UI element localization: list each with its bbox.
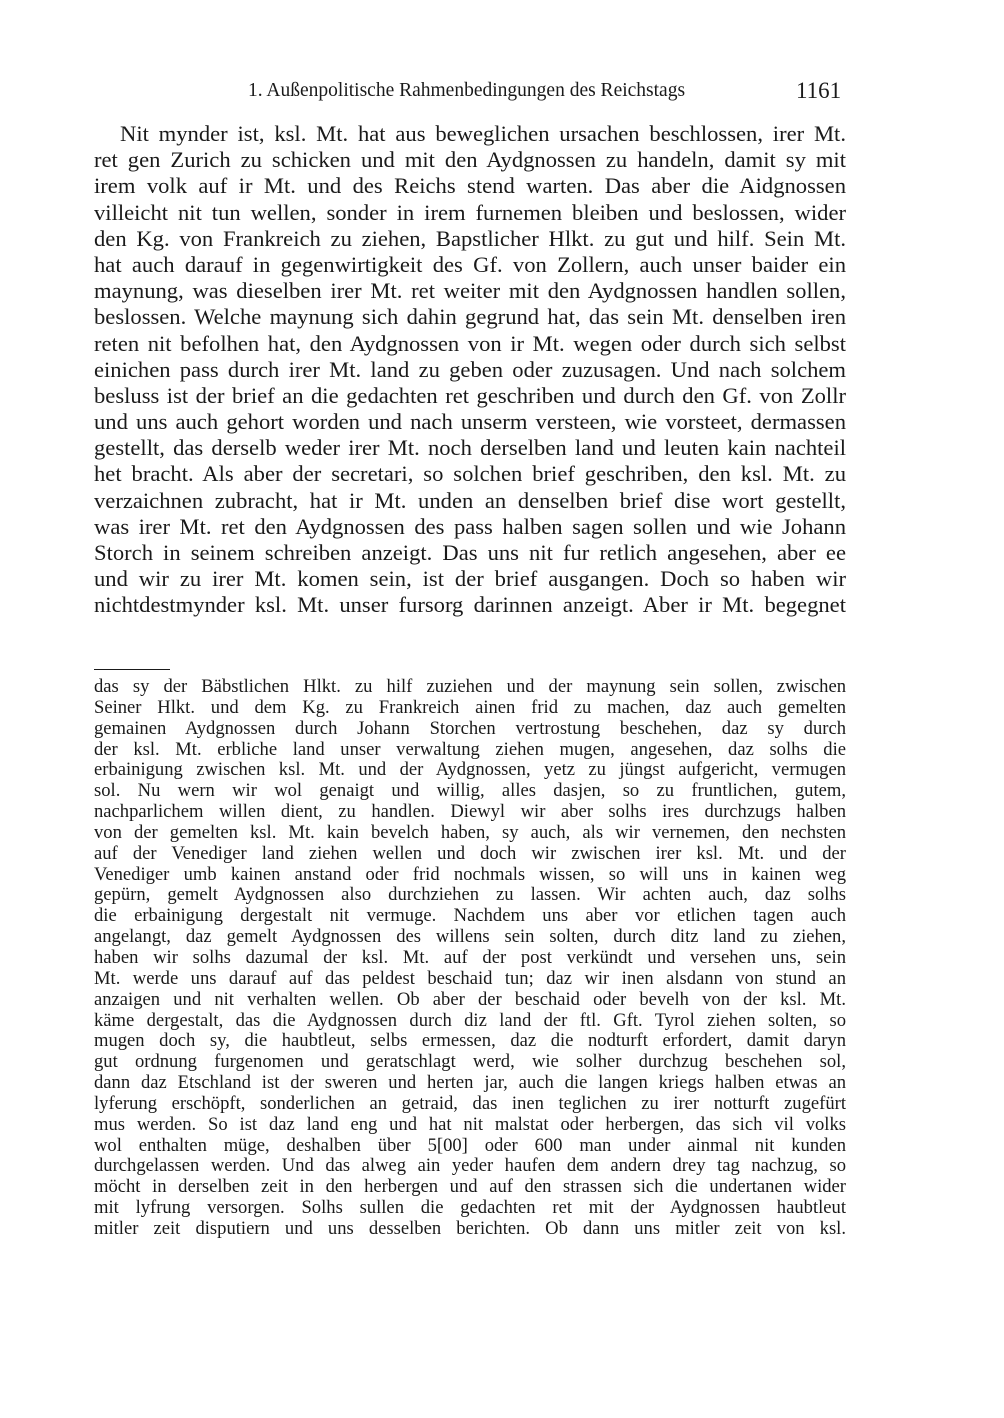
footnote-line: mugen doch sy, die haubtleut, selbs ermessen, daz die nodturft erfordert, damit daryn [94, 1030, 846, 1052]
footnote-line: gut ordnung furgenomen und geratschlagt werd, wie solher durchzug beschehen sol, [94, 1051, 846, 1073]
footnote-line: gemainen Aydgnossen durch Johann Storchen vertrostung beschehen, daz sy durch [94, 717, 846, 739]
main-text-line: maynung, was dieselben irer Mt. ret weiter mit den Aydgnossen handlen sollen, [94, 278, 846, 304]
main-text-line: den Kg. von Frankreich zu ziehen, Bapstlicher Hlkt. zu gut und hilf. Sein Mt. [94, 225, 846, 251]
footnote-line: haben wir solhs dazumal der ksl. Mt. auf der post verkündt und versehen uns, sein [94, 946, 846, 968]
footnote-line: lyferung erschöpft, sonderlichen an getraid, das inen teglichen zu irer notturft zugefürt [94, 1092, 846, 1114]
footnote-line: nachparlichem willen dient, zu handlen. Diewyl wir aber solhs ires durchzugs halben [94, 801, 846, 823]
footnote-line: Seiner Hlkt. und dem Kg. zu Frankreich ainen frid zu machen, daz auch gemelten [94, 696, 846, 718]
main-text-line: Storch in seinem schreiben anzeigt. Das uns nit fur retlich angesehen, aber ee [94, 540, 846, 565]
footnote-line: mitler zeit disputiern und uns desselben berichten. Ob dann uns mitler zeit von ksl. [94, 1217, 846, 1239]
main-text-line: einichen pass durch irer Mt. land zu geben oder zuzusagen. Und nach solchem [94, 356, 846, 382]
footnote-line: angelangt, daz gemelt Aydgnossen des willens sein solten, durch ditz land zu ziehen, [94, 926, 846, 948]
footnote-block [94, 677, 846, 1240]
main-text-line: hat auch darauf in gegenwirtigkeit des Gf. von Zollern, auch unser baider ein [94, 251, 846, 277]
running-header-title: 1. Außenpolitische Rahmenbedingungen des Reichstags [248, 80, 686, 101]
footnote-line: möcht in derselben zeit in den herbergen und auf den strassen sich die undertanen wider [94, 1176, 846, 1198]
footnote-line: wol enthalten müge, deshalben über 5[00] oder 600 man under ainmal nit kunden [94, 1134, 846, 1156]
footnote-line: gepürn, gemelt Aydgnossen also durchziehen zu lassen. Wir achten auch, daz solhs [94, 884, 846, 906]
footnote-line: von der gemelten ksl. Mt. kain bevelch haben, sy auch, als wir vernemen, den nechsten [94, 821, 846, 843]
footnote-line: Mt. werde uns darauf auf das peldest beschaid tun; daz wir inen alsdann von stund an [94, 967, 846, 989]
footnote-line: auf der Venediger land ziehen wellen und doch wir zwischen irer ksl. Mt. und der [94, 842, 846, 864]
main-text-line: het bracht. Als aber der secretari, so solchen brief geschriben, den ksl. Mt. zu [94, 461, 846, 487]
main-text-line: besluss ist der brief an die gedachten ret geschriben und durch den Gf. von Zollr [94, 382, 846, 408]
footnote-line: das sy der Bäbstlichen Hlkt. zu hilf zuziehen und der maynung sein sollen, zwischen [94, 676, 846, 697]
main-text-line: verzaichnen zubracht, hat ir Mt. unden an denselben brief dise wort gestellt, [94, 487, 846, 513]
main-text-line: und uns auch gehort worden und nach unserm versteen, wie vorsteet, dermassen [94, 409, 846, 435]
footnote-line: mit lyfrung versorgen. Solhs sullen die gedachten ret mit der Aydgnossen haubtleut [94, 1197, 846, 1219]
page-number: 1161 [796, 78, 842, 103]
main-text-line: beslossen. Welche maynung sich dahin gegrund hat, das sein Mt. denselben iren [94, 304, 846, 330]
main-text-line: gestellt, das derselb weder irer Mt. noch derselben land und leuten kain nachteil [94, 435, 846, 461]
main-text-line: villeicht nit tun wellen, sonder in irem furnemen bleiben und beslossen, wider [94, 199, 846, 225]
footnote-line: anzaigen und nit verhalten wellen. Ob aber der beschaid oder bevelh von der ksl. Mt. [94, 988, 846, 1010]
footnote-line: der ksl. Mt. erbliche land unser verwaltung ziehen mugen, angesehen, daz solhs die [94, 738, 846, 760]
main-text-line: und wir zu irer Mt. komen sein, ist der brief ausgangen. Doch so haben wir [94, 566, 846, 592]
main-text-line: nichtdestmynder ksl. Mt. unser fursorg darinnen anzeigt. Aber ir Mt. begegnet [94, 592, 846, 618]
main-text-block [94, 121, 846, 619]
main-text-line: Nit mynder ist, ksl. Mt. hat aus beweglichen ursachen beschlossen, irer Mt. [120, 121, 846, 146]
main-text-line: reten nit befolhen hat, den Aydgnossen von ir Mt. wegen oder durch sich selbst [94, 330, 846, 356]
main-text-line: ret gen Zurich zu schicken und mit den Aydgnossen zu handeln, damit sy mit [94, 147, 846, 173]
footnote-line: durchgelassen werden. Und das alweg ain yeder haufen dem andern drey tag nachzug, so [94, 1155, 846, 1177]
footnote-line: Venediger umb kainen anstand oder frid nochmals wissen, so will uns in kainen weg [94, 863, 846, 885]
footnote-line: mus werden. So ist daz land eng und hat nit malstat oder herbergen, das sich vil volks [94, 1113, 846, 1135]
footnote-line: sol. Nu wern wir wol genaigt und willig, alles dasjen, so zu fruntlichen, gutem, [94, 780, 846, 802]
footnote-line: die erbainigung dergestalt nit vermuge. Nachdem uns aber vor etlichen tagen auch [94, 905, 846, 927]
footnote-line: käme dergestalt, das die Aydgnossen durch diz land der ftl. Gft. Tyrol ziehen solten, so [94, 1009, 846, 1031]
footnote-line: dann daz Etschland ist der sweren und herten jar, auch die langen kriegs halben etwas an [94, 1072, 846, 1094]
footnote-separator [94, 669, 170, 670]
footnote-line: erbainigung zwischen ksl. Mt. und der Aydgnossen, yetz zu jüngst aufgericht, vermugen [94, 759, 846, 781]
main-text-line: was irer Mt. ret den Aydgnossen des pass halben sagen sollen und wie Johann [94, 513, 846, 539]
main-text-line: irem volk auf ir Mt. und des Reichs stend warten. Das aber die Aidgnossen [94, 173, 846, 199]
